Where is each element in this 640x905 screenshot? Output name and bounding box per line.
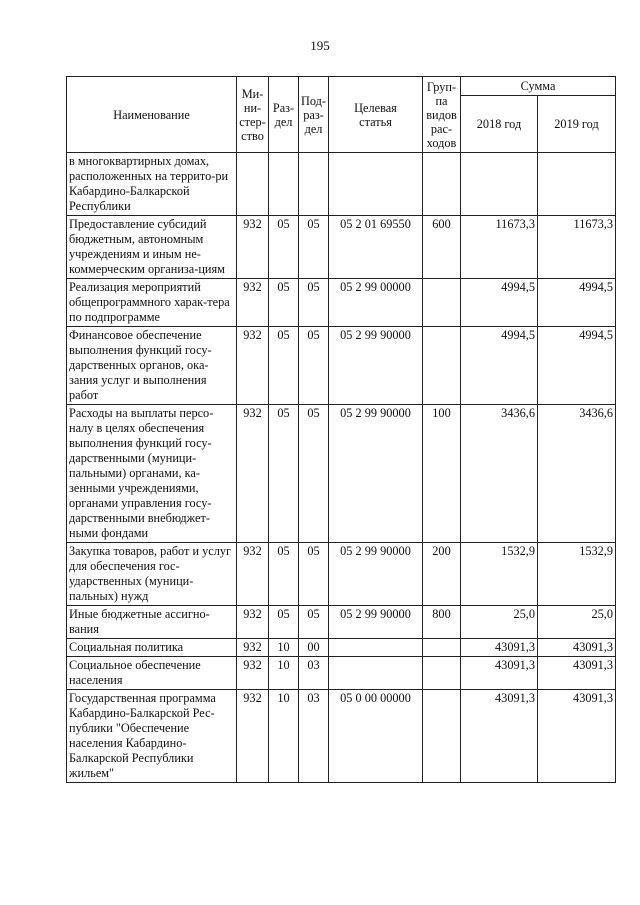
table-row xyxy=(67,639,616,657)
header-section xyxy=(269,77,299,153)
cell-name: Предоставление субсидий бюджетным, автономным учреждениям и иным не-коммерческим организа-циям xyxy=(67,216,237,279)
cell-section: 05 xyxy=(269,405,299,543)
header-ministry-line: стер- xyxy=(239,114,266,129)
header-year-2018: 2018 год xyxy=(461,96,538,153)
cell-ministry: 932 xyxy=(237,657,269,690)
cell-subsection: 05 xyxy=(299,279,329,327)
cell-subsection: 05 xyxy=(299,405,329,543)
header-subsection xyxy=(299,77,329,153)
cell-section: 10 xyxy=(269,657,299,690)
header-group-line: па xyxy=(435,93,448,108)
cell-section xyxy=(269,153,299,216)
budget-table xyxy=(66,76,616,783)
cell-2018: 43091,3 xyxy=(461,639,538,657)
header-subsection-line: дел xyxy=(304,121,323,136)
cell-section: 05 xyxy=(269,216,299,279)
cell-section: 05 xyxy=(269,327,299,405)
header-group xyxy=(423,77,461,153)
cell-name: Социальное обеспечение населения xyxy=(67,657,237,690)
cell-section: 05 xyxy=(269,279,299,327)
cell-2019: 3436,6 xyxy=(538,405,616,543)
cell-section: 05 xyxy=(269,543,299,606)
cell-ministry: 932 xyxy=(237,543,269,606)
table-row xyxy=(67,405,616,543)
cell-2019: 25,0 xyxy=(538,606,616,639)
cell-2019: 4994,5 xyxy=(538,327,616,405)
cell-subsection: 03 xyxy=(299,690,329,783)
cell-ministry: 932 xyxy=(237,690,269,783)
cell-group: 800 xyxy=(423,606,461,639)
cell-subsection: 05 xyxy=(299,216,329,279)
cell-article: 05 2 99 90000 xyxy=(329,606,423,639)
cell-2018: 1532,9 xyxy=(461,543,538,606)
cell-2018 xyxy=(461,153,538,216)
cell-subsection xyxy=(299,153,329,216)
cell-ministry xyxy=(237,153,269,216)
table-row xyxy=(67,657,616,690)
header-section-line: Раз- xyxy=(272,100,295,115)
table-row xyxy=(67,543,616,606)
table-row xyxy=(67,279,616,327)
cell-2019: 4994,5 xyxy=(538,279,616,327)
header-article-line: статья xyxy=(359,114,392,129)
table-row xyxy=(67,606,616,639)
table-row xyxy=(67,690,616,783)
header-article-line: Целевая xyxy=(354,100,397,115)
cell-ministry: 932 xyxy=(237,405,269,543)
cell-name: в многоквартирных домах, расположенных на террито-ри Кабардино-Балкарской Республики xyxy=(67,153,237,216)
cell-name: Реализация мероприятий общепрограммного харак-тера по подпрограмме xyxy=(67,279,237,327)
cell-2019 xyxy=(538,153,616,216)
cell-2019: 43091,3 xyxy=(538,690,616,783)
header-section-line: дел xyxy=(274,114,293,129)
cell-article: 05 2 99 90000 xyxy=(329,543,423,606)
cell-2018: 43091,3 xyxy=(461,657,538,690)
header-row-1 xyxy=(67,77,616,96)
page-number: 195 xyxy=(310,38,330,53)
cell-subsection: 00 xyxy=(299,639,329,657)
cell-group xyxy=(423,690,461,783)
cell-subsection: 05 xyxy=(299,606,329,639)
cell-article: 05 2 99 00000 xyxy=(329,279,423,327)
cell-subsection: 05 xyxy=(299,327,329,405)
header-group-line: ходов xyxy=(426,135,457,150)
cell-ministry: 932 xyxy=(237,639,269,657)
table-row xyxy=(67,216,616,279)
cell-group xyxy=(423,153,461,216)
cell-group xyxy=(423,327,461,405)
cell-section: 05 xyxy=(269,606,299,639)
cell-article xyxy=(329,639,423,657)
header-subsection-line: Под- xyxy=(301,93,327,108)
header-subsection-line: раз- xyxy=(303,107,324,122)
header-sum: Сумма xyxy=(461,77,616,96)
cell-2019: 43091,3 xyxy=(538,639,616,657)
cell-section: 10 xyxy=(269,690,299,783)
cell-article: 05 0 00 00000 xyxy=(329,690,423,783)
cell-2018: 25,0 xyxy=(461,606,538,639)
table-row xyxy=(67,327,616,405)
cell-name: Социальная политика xyxy=(67,639,237,657)
cell-article: 05 2 01 69550 xyxy=(329,216,423,279)
header-group-line: Груп- xyxy=(426,79,457,94)
cell-ministry: 932 xyxy=(237,606,269,639)
cell-article: 05 2 99 90000 xyxy=(329,327,423,405)
cell-name: Государственная программа Кабардино-Балкарской Рес-публики "Обеспечение населения Кабардино-Балкарской Республики жильем" xyxy=(67,690,237,783)
header-ministry-line: ство xyxy=(241,128,264,143)
cell-2019: 11673,3 xyxy=(538,216,616,279)
cell-2019: 1532,9 xyxy=(538,543,616,606)
cell-ministry: 932 xyxy=(237,327,269,405)
cell-2018: 11673,3 xyxy=(461,216,538,279)
cell-article: 05 2 99 90000 xyxy=(329,405,423,543)
cell-2018: 43091,3 xyxy=(461,690,538,783)
cell-2018: 4994,5 xyxy=(461,279,538,327)
cell-group: 100 xyxy=(423,405,461,543)
cell-article xyxy=(329,657,423,690)
header-article xyxy=(329,77,423,153)
cell-2018: 4994,5 xyxy=(461,327,538,405)
header-ministry-line: ни- xyxy=(243,100,262,115)
cell-name: Финансовое обеспечение выполнения функций госу-дарственных органов, ока-зания услуг и выполнения работ xyxy=(67,327,237,405)
cell-group xyxy=(423,279,461,327)
cell-subsection: 03 xyxy=(299,657,329,690)
cell-article xyxy=(329,153,423,216)
cell-ministry: 932 xyxy=(237,279,269,327)
cell-group xyxy=(423,639,461,657)
header-ministry-line: Ми- xyxy=(241,86,264,101)
cell-name: Закупка товаров, работ и услуг для обеспечения гос-ударственных (муници-пальных) нужд xyxy=(67,543,237,606)
header-name: Наименование xyxy=(67,77,237,153)
cell-2018: 3436,6 xyxy=(461,405,538,543)
cell-group: 200 xyxy=(423,543,461,606)
header-year-2019: 2019 год xyxy=(538,96,616,153)
cell-ministry: 932 xyxy=(237,216,269,279)
cell-group: 600 xyxy=(423,216,461,279)
cell-section: 10 xyxy=(269,639,299,657)
cell-2019: 43091,3 xyxy=(538,657,616,690)
cell-group xyxy=(423,657,461,690)
header-group-line: рас- xyxy=(430,121,453,136)
cell-name: Иные бюджетные ассигно-вания xyxy=(67,606,237,639)
cell-subsection: 05 xyxy=(299,543,329,606)
header-group-line: видов xyxy=(426,107,457,122)
cell-name: Расходы на выплаты персо-налу в целях обеспечения выполнения функций госу-дарственными (муници-пальными) органами, ка-зенными учреждениями, органами управления госу-дарственными внебюджет-ными фондами xyxy=(67,405,237,543)
table-row xyxy=(67,153,616,216)
header-ministry xyxy=(237,77,269,153)
